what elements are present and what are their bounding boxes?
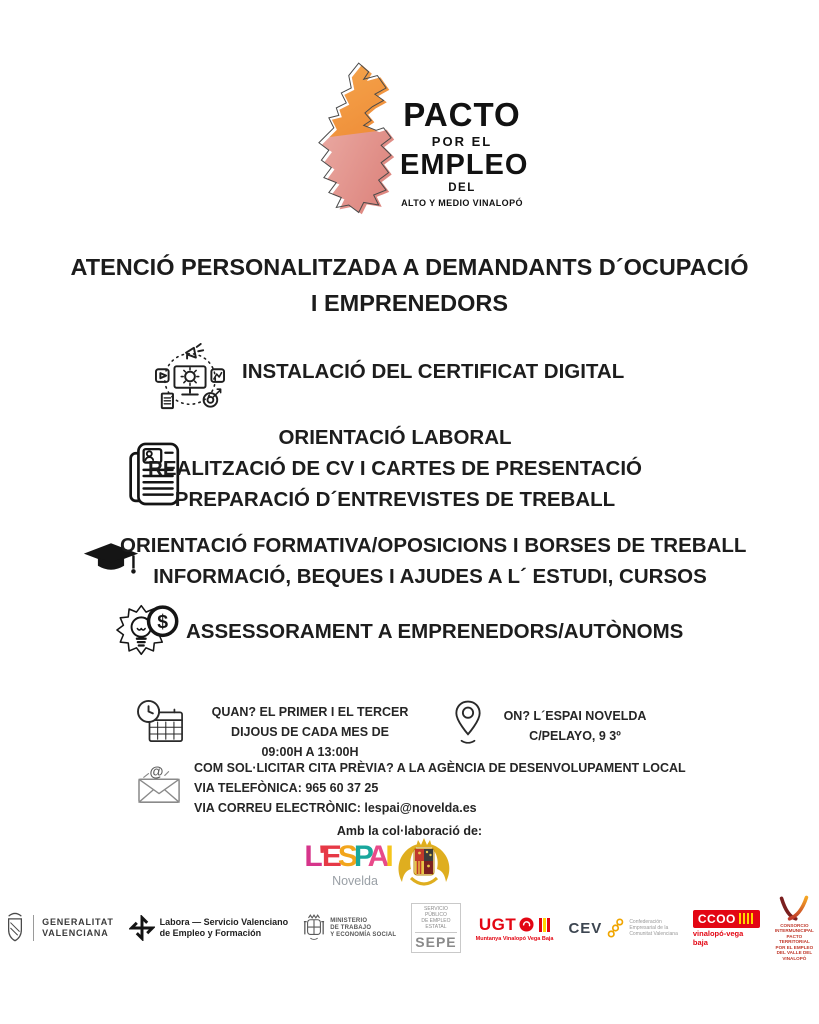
- lespai-wordmark: [297, 842, 397, 872]
- contact-block: [194, 758, 686, 818]
- service-orientation-line2: REALITZACIÓ DE CV I CARTES DE PRESENTACIÓ: [148, 457, 642, 480]
- ugt-region-label: Muntanya Vinalopó Vega Baja: [475, 935, 554, 942]
- collaboration-label: Amb la col·laboració de:: [336, 824, 483, 838]
- cev-logo: [568, 916, 677, 940]
- schedule-line1: QUAN? EL PRIMER I EL TERCER: [211, 705, 409, 719]
- cev-label: CEV: [568, 919, 603, 937]
- pacto-empleo-logo: [308, 60, 529, 230]
- page-title: [0, 249, 819, 321]
- calendar-clock-icon: [136, 699, 186, 745]
- consorcio-vinalopo-logo: [775, 895, 814, 962]
- lespai-city-label: Novelda: [332, 874, 378, 888]
- contact-line1: COM SOL·LICITAR CITA PRÈVIA? A LA AGÈNCIA DE DESENVOLUPAMENT LOCAL: [194, 761, 686, 775]
- divider: [33, 915, 34, 941]
- cev-chain-icon: [607, 916, 624, 940]
- senyera-stripes-icon: [539, 918, 550, 932]
- service-certificate-label: INSTALACIÓ DEL CERTIFICAT DIGITAL: [242, 360, 625, 383]
- ccoo-stripes-icon: [739, 913, 755, 924]
- contact-line2: VIA TELEFÒNICA: 965 60 37 25: [194, 781, 379, 795]
- generalitat-label: GENERALITAT VALENCIANA: [42, 917, 114, 938]
- lespai-letter: P: [353, 840, 368, 873]
- lespai-letter: I: [385, 840, 390, 873]
- labora-label: Labora — Servicio Valenciano de Empleo y Formación: [159, 917, 289, 938]
- service-training-line2: INFORMACIÓ, BEQUES I AJUDES A L´ ESTUDI, CURSOS: [153, 565, 707, 588]
- sepe-label: SEPE: [415, 934, 457, 950]
- page-title-line2: I EMPRENEDORS: [310, 290, 509, 316]
- service-entrepreneur-label: ASSESSORAMENT A EMPRENEDORS/AUTÒNOMS: [186, 620, 684, 643]
- service-orientation-line3: PREPARACIÓ D´ENTREVISTES DE TREBALL: [174, 488, 616, 511]
- labora-pinwheel-icon: [129, 915, 155, 941]
- lespai-letter: L: [304, 840, 319, 873]
- service-orientation-line1: ORIENTACIÓ LABORAL: [278, 426, 512, 449]
- lespai-letter: A: [367, 840, 386, 873]
- location-block: [490, 706, 660, 746]
- entrepreneur-idea-icon: [116, 598, 184, 660]
- schedule-line3: 09:00H A 13:00H: [261, 745, 359, 759]
- sepe-header-text: SERVICIO PÚBLICO DE EMPLEO ESTATAL: [415, 906, 456, 933]
- logo-word-empleo: EMPLEO: [400, 149, 529, 181]
- service-training-block: [120, 530, 747, 592]
- ministerio-trabajo-logo: [303, 912, 396, 944]
- logo-word-del: DEL: [448, 182, 476, 194]
- institutional-logos-strip: [36, 898, 814, 961]
- logo-wordmark: [400, 96, 529, 208]
- generalitat-valenciana-logo: [5, 909, 113, 947]
- ugt-label: UGT: [478, 914, 517, 934]
- ccoo-label: CCOO: [697, 911, 736, 926]
- svg-text:$: $: [157, 611, 169, 634]
- email-envelope-icon: [136, 764, 184, 806]
- lespai-letter: S: [337, 840, 354, 873]
- generalitat-crest-icon: [5, 909, 25, 947]
- consorcio-label: CONSORCIO INTERMUNICIPAL PACTO TERRITORIAL POR EL EMPLEO DEL VALLE DEL VINALOPÓ: [774, 922, 814, 961]
- location-line1: ON? L´ESPAI NOVELDA: [503, 709, 647, 723]
- ccoo-region-label: vinalopó-vega baja: [692, 928, 744, 947]
- service-training-line1: ORIENTACIÓ FORMATIVA/OPOSICIONS I BORSES DE TREBALL: [120, 534, 747, 557]
- svg-text:@: @: [149, 764, 164, 781]
- schedule-block: [194, 702, 426, 762]
- lespai-letter: ': [318, 840, 322, 873]
- digital-certificate-icon: [153, 343, 227, 413]
- lespai-novelda-logo: [297, 842, 397, 888]
- location-line2: C/PELAYO, 9 3º: [529, 729, 621, 743]
- lespai-letter: E: [321, 840, 338, 873]
- ccoo-box: [693, 910, 760, 928]
- contact-line3: VIA CORREU ELECTRÒNIC: lespai@novelda.es: [194, 801, 477, 815]
- ugt-emblem-icon: [519, 917, 534, 932]
- schedule-line2: DIJOUS DE CADA MES DE: [231, 725, 389, 739]
- location-pin-icon: [454, 698, 482, 748]
- logo-word-por-el: POR EL: [431, 134, 493, 149]
- service-orientation-block: [95, 422, 695, 515]
- ministerio-label: MINISTERIO DE TRABAJO Y ECONOMÍA SOCIAL: [330, 917, 397, 938]
- logo-word-pacto: PACTO: [403, 96, 521, 133]
- page-title-line1: ATENCIÓ PERSONALITZADA A DEMANDANTS D´OCUPACIÓ: [70, 254, 749, 280]
- ccoo-logo: [693, 910, 760, 947]
- ugt-logo: [476, 915, 554, 942]
- sepe-logo: [411, 903, 460, 953]
- spain-coat-of-arms-icon: [303, 912, 325, 944]
- cev-subtext: Confederación Empresarial de la Comunitat Valenciana: [629, 919, 678, 937]
- labora-logo: [129, 915, 289, 941]
- consorcio-v-icon: [778, 895, 810, 923]
- novelda-crest-logo: [392, 836, 456, 900]
- logo-region-name: ALTO Y MEDIO VINALOPÓ: [401, 197, 523, 208]
